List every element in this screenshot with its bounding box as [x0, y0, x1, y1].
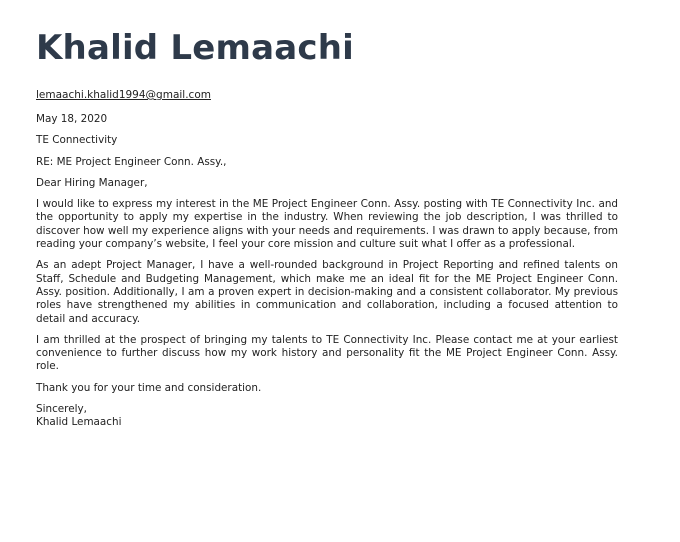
recipient-company: TE Connectivity — [36, 134, 118, 147]
closing: Sincerely, — [36, 403, 87, 416]
sender-name: Khalid Lemaachi — [36, 28, 355, 68]
signature-name: Khalid Lemaachi — [36, 416, 122, 429]
letter-subject: RE: ME Project Engineer Conn. Assy., — [36, 155, 227, 168]
paragraph-contact: I am thrilled at the prospect of bringing my talents to TE Connectivity Inc. Please contact me at your earliest convenience to further discuss how my work history and personality fit the ME Project Engineer Conn. Assy. role. — [36, 333, 618, 373]
sender-email-link[interactable]: lemaachi.khalid1994@gmail.com — [36, 89, 211, 101]
letter-body — [36, 113, 618, 430]
thanks-line: Thank you for your time and consideration. — [36, 381, 262, 394]
letter-date: May 18, 2020 — [36, 113, 108, 125]
paragraph-experience: As an adept Project Manager, I have a well-rounded background in Project Reporting and refined talents on Staff, Schedule and Budgeting Management, which make me an ideal fit for the ME Project Engineer Conn. Assy. position. Additionally, I am a proven expert in decision-making and a consistent collaborator. My previous roles have strengthened my abilities in communication and collaboration, including a focused attention to detail and accuracy. — [36, 259, 618, 325]
salutation: Dear Hiring Manager, — [36, 176, 148, 189]
paragraph-interest: I would like to express my interest in the ME Project Engineer Conn. Assy. posting with TE Connectivity Inc. and the opportunity to apply my expertise in the industry. When reviewing the job description, I was thrilled to discover how well my experience aligns with your needs and requirements. I was drawn to apply because, from reading your company’s website, I feel your core mission and culture suit what I offer as a professional. — [36, 198, 618, 251]
